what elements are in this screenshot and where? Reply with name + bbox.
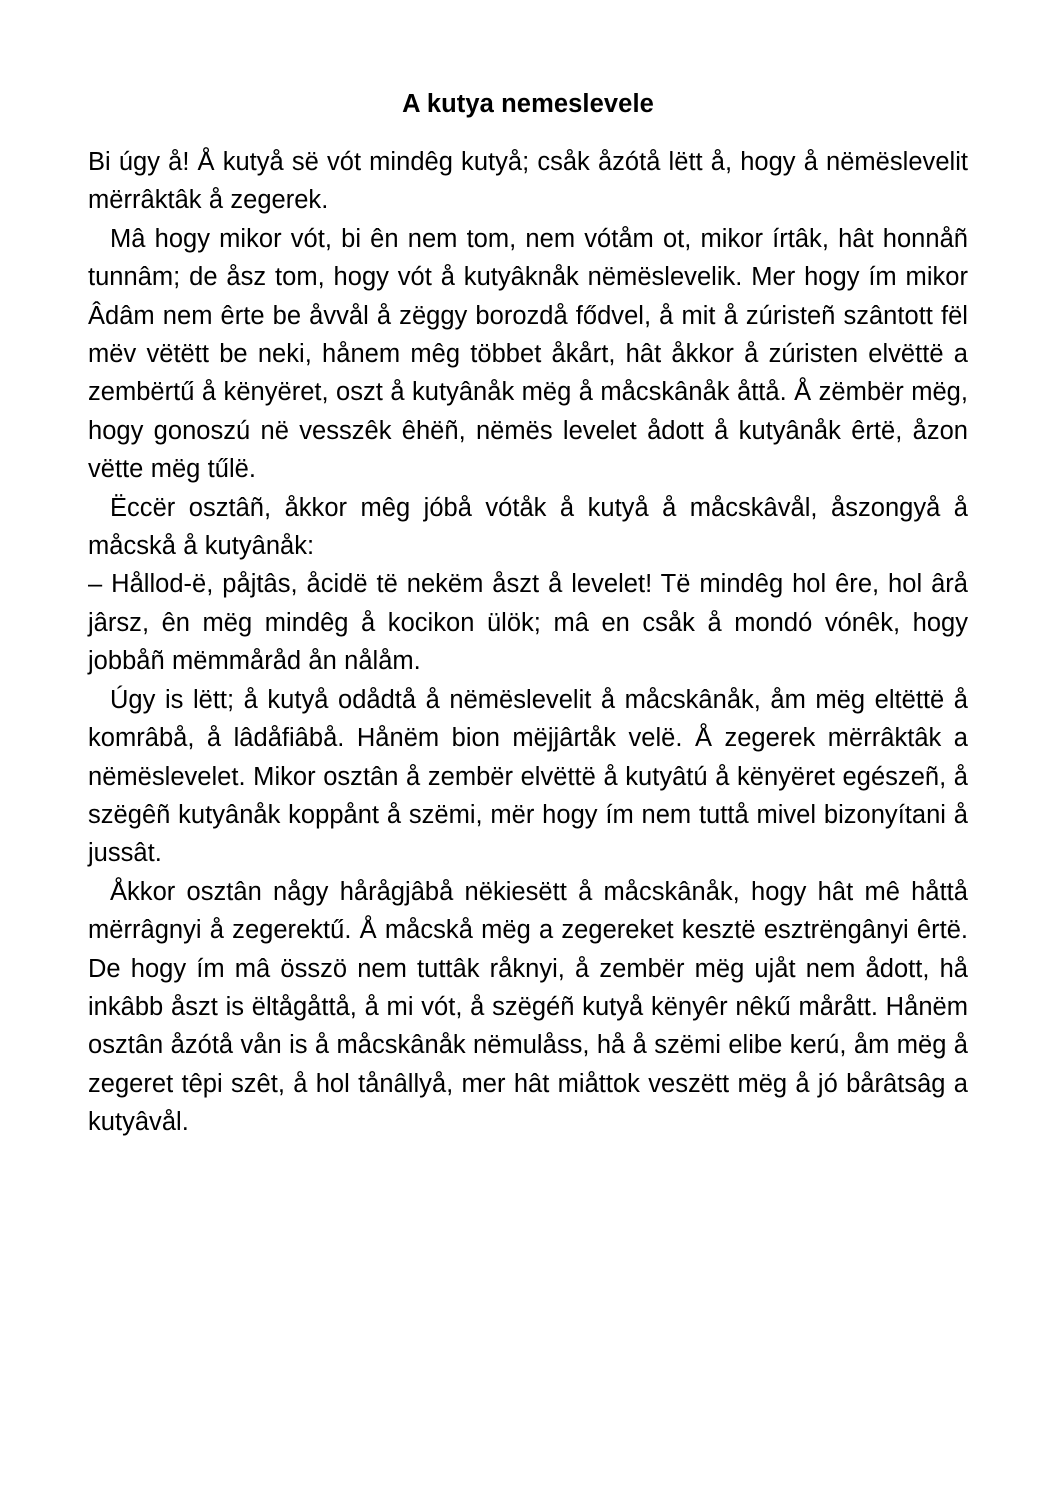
paragraph-1: Bi úgy å! Å kutyå së vót mindêg kutyå; csåk åzótå lëtt å, hogy å nëmëslevelit mërrâktâk å zegerek. — [88, 148, 968, 215]
page-title: A kutya nemeslevele — [402, 90, 654, 119]
paragraph-6: Åkkor osztân någy hårågjâbå nëkiesëtt å måcskânåk, hogy hât mê håttå mërrâgnyi å zegerektű. Å måcskå mëg a zegereket kesztë esztrëngânyi êrtë. De hogy ím mâ összö nem tuttâk råknyi, å zembër mëg ujåt nem ådott, hå inkâbb åszt is ëltågåttå, å mi vót, å szëgéñ kutyå kënyêr nêkű mårått. Hånëm osztân åzótå vån is å måcskânåk nëmulåss, hå å szëmi elibe kerú, åm mëg å zegeret têpi szêt, å hol tånâllyå, mer hât miåttok veszëtt mëg å jó bårâtsâg a kutyâvål. — [88, 877, 968, 1137]
document-body — [88, 143, 968, 1142]
paragraph-2: Mâ hogy mikor vót, bi ên nem tom, nem vótåm ot, mikor írtâk, hât honnåñ tunnâm; de åsz tom, hogy vót å kutyâknåk nëmëslevelik. Mer hogy ím mikor Âdâm nem êrte be åvvål å zëggy borozdå fődvel, å mit å zúristeñ szântott fël mëv vëtëtt be neki, hånem mêg többet åkårt, hât åkkor å zúristen elvëttë a zembërtű å kënyëret, oszt å kutyânåk mëg å måcskânåk åttå. Å zëmbër mëg, hogy gonoszú në vesszêk êhëñ, nëmës levelet ådott å kutyânåk êrtë, åzon vëtte mëg tűlë. — [88, 224, 968, 484]
paragraph-3: Ëccër osztâñ, åkkor mêg jóbå vótåk å kutyå å måcskâvål, åszongyå å måcskå å kutyânåk: — [88, 493, 968, 561]
paragraph-5: Úgy is lëtt; å kutyå odådtå å nëmëslevelit å måcskânåk, åm mëg eltëttë å komrâbå, å lâdåfiâbå. Hånëm bion mëjjârtåk velë. Å zegerek mërrâktâk a nëmëslevelet. Mikor osztân å zembër elvëttë å kutyâtú å kënyëret egészeñ, å szëgêñ kutyânåk koppånt å szëmi, mër hogy ím nem tuttå mivel bizonyítani å jussât. — [88, 685, 968, 868]
paragraph-4-dialogue: – Hållod-ë, påjtâs, åcidë të nekëm åszt å levelet! Të mindêg hol êre, hol ârå jârsz, ên mëg mindêg å kocikon ülök; mâ en csåk å mondó vónêk, hogy jobbåñ mëmmåråd ån nålåm. — [88, 570, 968, 676]
